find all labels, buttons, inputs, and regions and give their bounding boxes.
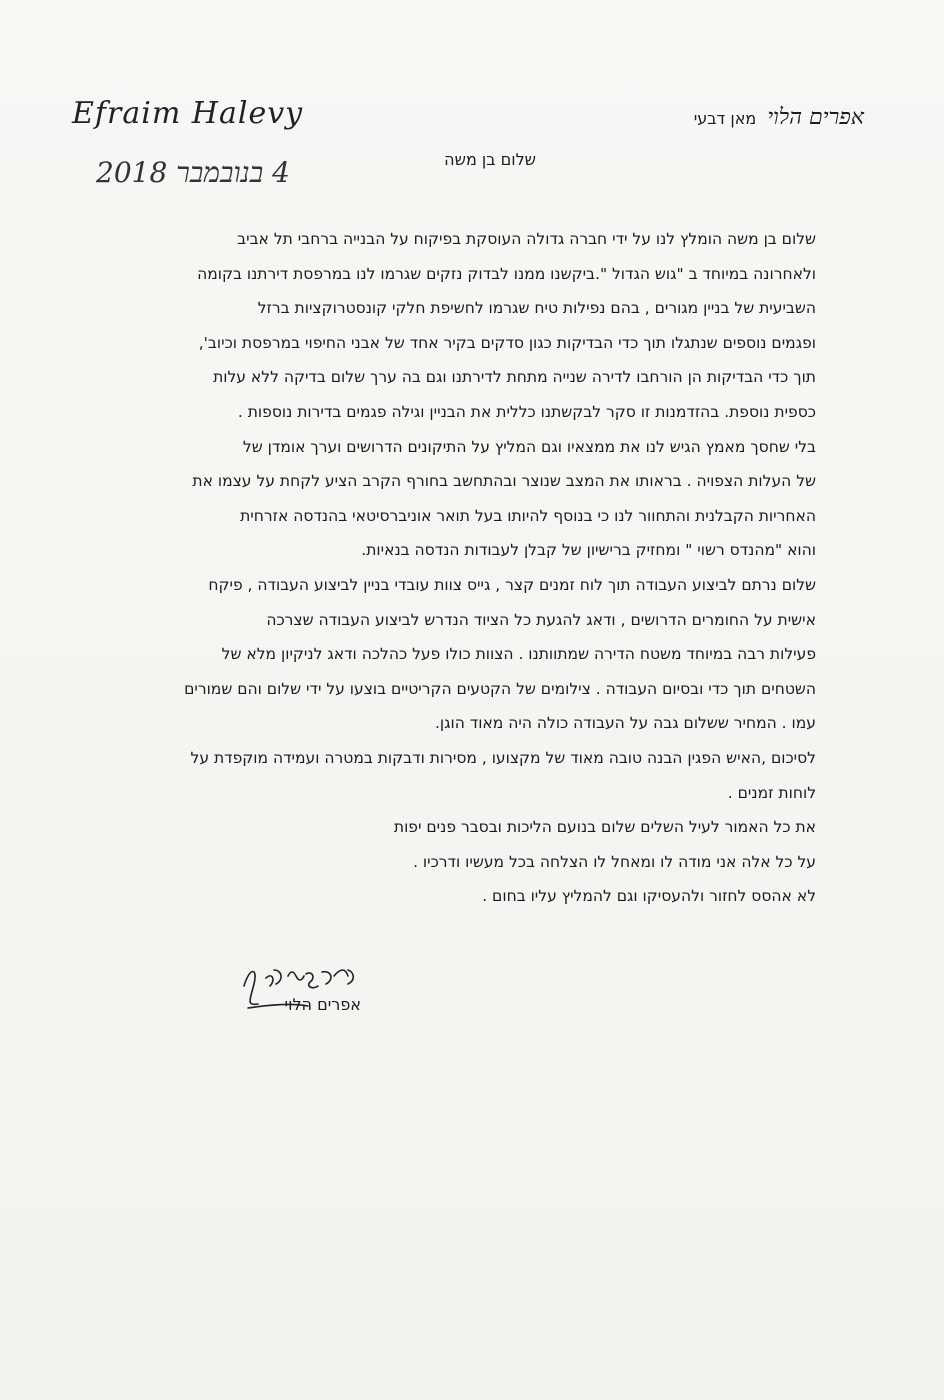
body-line: את כל האמור לעיל השלים שלום בנועם הליכות ובסבר פנים יפות — [393, 818, 816, 837]
handwritten-hebrew-name: אפרים הלוי — [767, 105, 864, 130]
body-line: תוך כדי הבדיקות הן הורחבו לדירה שנייה מתחת לדירתנו וגם בה ערך שלום בדיקה ללא עלות — [213, 368, 816, 387]
body-line: אישית על החומרים הדרושים , ודאג להגעת כל הציוד הנדרש לביצוע העבודה שצרכה — [266, 610, 816, 629]
body-line: כספית נוספת. בהזדמנות זו סקר לבקשתנו כללית את הבניין וגילה פגמים בדירות נוספות . — [237, 402, 816, 421]
addressee-label: מאן דבעי — [693, 109, 757, 128]
body-line: לוחות זמנים . — [727, 783, 816, 802]
body-line: ולאחרונה במיוחד ב "גוש הגדול ".ביקשנו ממנו לבדוק נזקים שגרמו לנו במרפסת דירתנו בקומה — [197, 264, 816, 283]
letter-subject: שלום בן משה — [444, 150, 536, 169]
body-line: שלום נרתם לביצוע העבודה תוך לוח זמנים קצר , גייס צוות עובדי בניין לביצוע העבודה , פיקח — [208, 575, 816, 594]
letter-addressee-line — [694, 104, 864, 130]
signature-name: אפרים הלוי — [284, 995, 361, 1014]
body-line: ופגמים נוספים שנתגלו תוך כדי הבדיקות כגון סדקים בקיר אחד של אבני החיפוי במרפסת וכיוב', — [198, 333, 816, 352]
body-line: פעילות רבה במיוחד משטח הדירה שמתוותנו . הצוות כולו פעל כהלכה ודאג לניקיון מלא של — [221, 645, 816, 664]
handwritten-english-name: Efraim Halevy — [72, 96, 304, 131]
body-line: על כל אלה אני מודה לו ומאחל לו הצלחה בכל מעשיו ודרכיו . — [413, 852, 816, 871]
body-line: לא אהסס לחזור ולהעסיקו וגם להמליץ עליו בחום . — [482, 887, 816, 906]
body-line: והוא "מהנדס רשוי " ומחזיק ברישיון של קבלן לעבודות הנדסה בנאיות. — [361, 541, 816, 560]
handwritten-date: 4 בנובמבר 2018 — [96, 156, 290, 189]
body-line: בלי שחסך מאמץ הגיש לנו את ממצאיו וגם המליץ על התיקונים הדרושים וערך אומדן של — [242, 437, 816, 456]
body-line: לסיכום ,האיש הפגין הבנה טובה מאוד של מקצועו , מסירות ודבקות במטרה ועמידה מוקפדת על — [190, 748, 816, 767]
body-line: עמו . המחיר ששלום גבה על העבודה כולה היה מאוד הוגן. — [434, 714, 816, 733]
letter-body — [100, 222, 816, 914]
body-line: השטחים תוך כדי ובסיום העבודה . צילומים של הקטעים הקריטיים בוצעו על ידי שלום והם שמורים — [184, 679, 816, 698]
body-line: שלום בן משה הומלץ לנו על ידי חברה גדולה העוסקת בפיקוח על הבנייה ברחבי תל אביב — [237, 230, 816, 248]
body-line: השביעית של בניין מגורים , בהם נפילות טיח שגרמו לחשיפת חלקי קונסטרוקציות ברזל — [257, 299, 816, 318]
body-line: של העלות הצפויה . בראותו את המצב שנוצר ובהתחשב בחורף הקרב הציע לקחת על עצמו את — [192, 472, 816, 491]
body-line: האחריות הקבלנית והתחוור לנו כי בנוסף להיותו בעל תואר אוניברסיטאי בהנדסה אזרחית — [240, 506, 816, 525]
